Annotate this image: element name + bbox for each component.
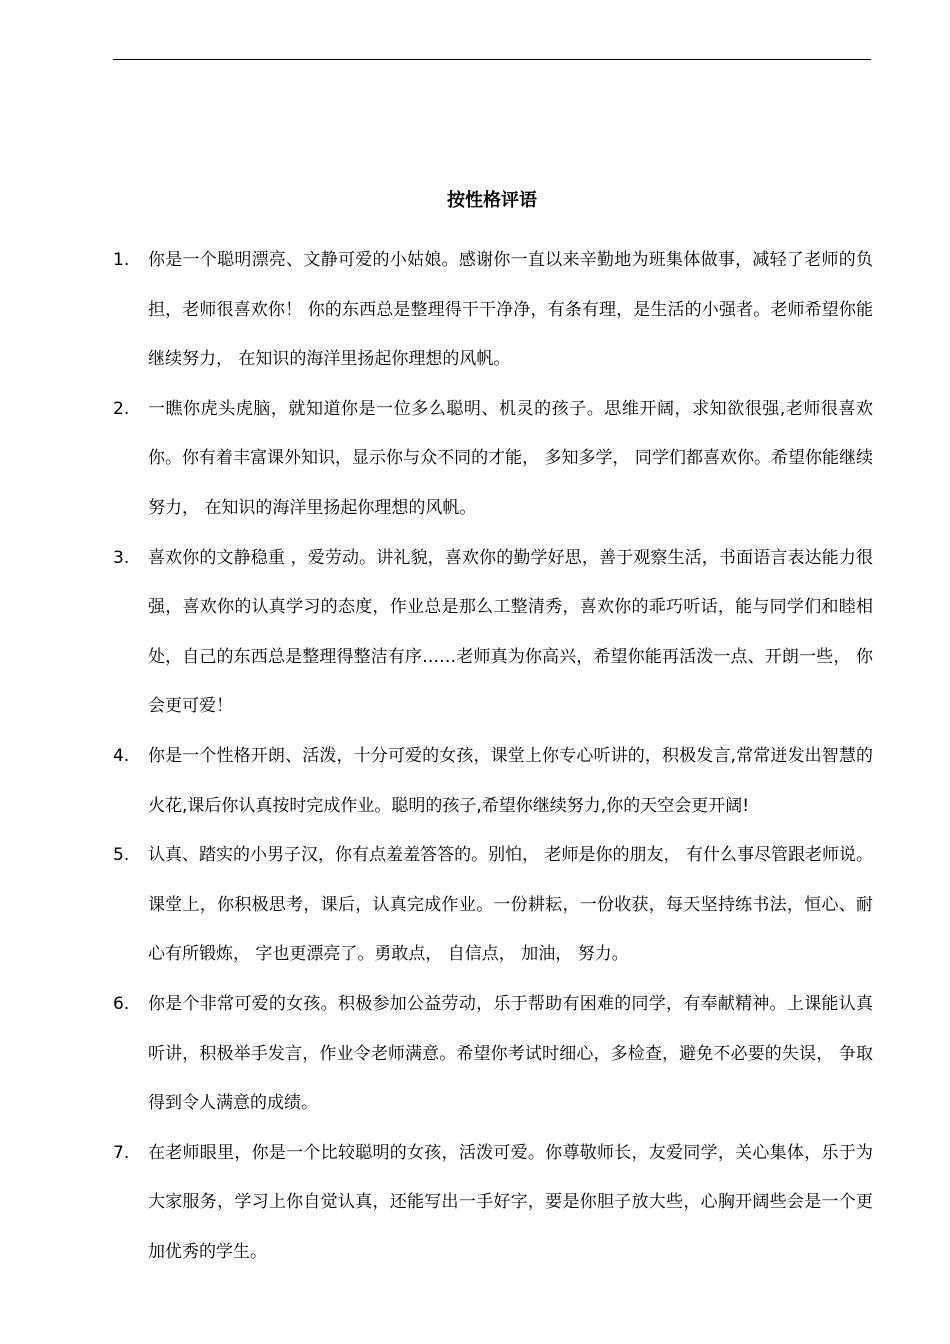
comment-text: 你是一个性格开朗、活泼，十分可爱的女孩，课堂上你专心听讲的，积极发言,常常迸发出智慧的火花,课后你认真按时完成作业。聪明的孩子,希望你继续努力,你的天空会更开阔!: [148, 745, 873, 816]
comment-item: [113, 980, 873, 1129]
header-rule: [113, 59, 871, 60]
document-title: 按性格评语: [447, 190, 537, 211]
comment-number: 7.: [113, 1142, 130, 1163]
comment-item: [113, 831, 873, 980]
comment-text: 喜欢你的文静稳重 ，爱劳动。讲礼貌，喜欢你的勤学好思，善于观察生活，书面语言表达能力很强，喜欢你的认真学习的态度，作业总是那么工整清秀，喜欢你的乖巧听话，能与同学们和睦相处，自己的东西总是整理得整洁有序……老师真为你高兴，希望你能再活泼一点、开朗一些， 你会更可爱！: [148, 547, 873, 717]
comment-text: 你是一个聪明漂亮、文静可爱的小姑娘。感谢你一直以来辛勤地为班集体做事，减轻了老师的负担，老师很喜欢你！ 你的东西总是整理得干干净净，有条有理，是生活的小强者。老师希望你能继续努力， 在知识的海洋里扬起你理想的风帆。: [148, 250, 873, 370]
comment-list: [113, 236, 873, 1277]
comment-number: 1.: [113, 250, 130, 270]
comment-text: 在老师眼里，你是一个比较聪明的女孩，活泼可爱。你尊敬师长，友爱同学，关心集体，乐于为大家服务，学习上你自觉认真，还能写出一手好字，要是你胆子放大些，心胸开阔些会是一个更加优秀的学生。: [148, 1142, 873, 1262]
comment-item: [113, 385, 873, 534]
comment-item: [113, 534, 873, 732]
comment-item: [113, 1129, 873, 1278]
comment-number: 6.: [113, 993, 130, 1014]
comment-item: [113, 732, 873, 831]
comment-number: 3.: [113, 547, 130, 568]
comment-item: [113, 236, 873, 385]
comment-number: 5.: [113, 845, 130, 866]
comment-text: 你是个非常可爱的女孩。积极参加公益劳动，乐于帮助有困难的同学，有奉献精神。上课能认真听讲，积极举手发言，作业令老师满意。希望你考试时细心，多检查，避免不必要的失误， 争取得到令人满意的成绩。: [148, 993, 873, 1114]
comment-text: 认真、踏实的小男子汉，你有点羞羞答答的。别怕， 老师是你的朋友， 有什么事尽管跟老师说。课堂上，你积极思考，课后，认真完成作业。一份耕耘，一份收获，每天坚持练书法，恒心、耐心有所锻炼， 字也更漂亮了。勇敢点， 自信点， 加油， 努力。: [148, 845, 873, 965]
comment-number: 4.: [113, 745, 130, 766]
comment-number: 2.: [113, 398, 130, 419]
comment-text: 一瞧你虎头虎脑，就知道你是一位多么聪明、机灵的孩子。思维开阔，求知欲很强,老师很喜欢你。你有着丰富课外知识，显示你与众不同的才能， 多知多学， 同学们都喜欢你。希望你能继续努力， 在知识的海洋里扬起你理想的风帆。: [148, 398, 873, 518]
